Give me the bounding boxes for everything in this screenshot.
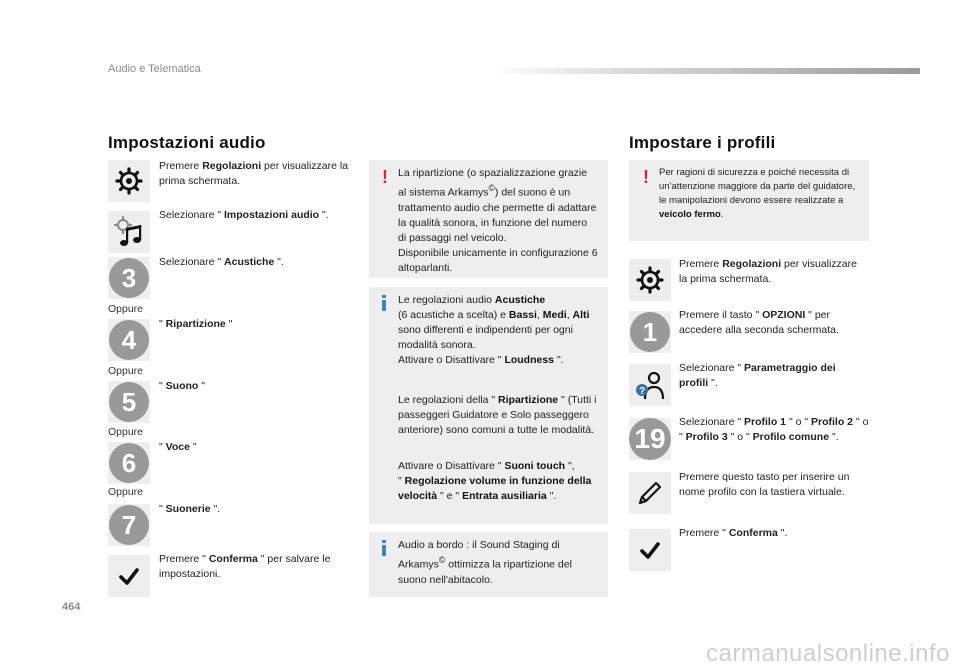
oppure-label: Oppure — [108, 486, 144, 498]
step-number-19: 19 — [629, 418, 671, 460]
header-rule — [488, 68, 920, 74]
step-text: Premere Regolazioni per visualizzare la prima schermata. — [679, 258, 857, 285]
step-text: " Suono " — [159, 380, 205, 392]
step-text: Premere questo tasto per inserire un nome profilo con la tastiera virtuale. — [679, 471, 850, 498]
page-number: 464 — [62, 601, 81, 613]
step-number-4: 4 — [108, 319, 150, 361]
step-text: Selezionare " Acustiche ". — [159, 256, 284, 268]
info-text: Attivare o Disattivare " Suoni touch ", " Regolazione volume in funzione della velocità " e " Entrata ausiliaria ". — [398, 460, 592, 502]
step-text: " Voce " — [159, 441, 197, 453]
step-text: Selezionare " Profilo 1 " o " Profilo 2 " o " Profilo 3 " o " Profilo comune ". — [679, 416, 869, 443]
check-icon — [108, 555, 150, 597]
warning-box-ripartizione — [369, 160, 608, 278]
step-number-6: 6 — [108, 442, 150, 484]
gear-music-icon — [108, 211, 150, 253]
pencil-icon — [629, 472, 671, 514]
running-header: Audio e Telematica — [108, 63, 201, 75]
check-icon — [629, 529, 671, 571]
gear-icon — [629, 259, 671, 301]
warning-text: La ripartizione (o spazializzazione grazie al sistema Arkamys©) del suono è un trattamento audio che permette di adattare la qualità sonora, in funzione del numero di passaggi nel veicolo. Disponibile unicamente in configurazione 6 altoparlanti. — [398, 167, 598, 274]
step-text: Premere Regolazioni per visualizzare la prima schermata. — [159, 160, 349, 187]
info-box-sound-staging — [369, 532, 608, 597]
oppure-label: Oppure — [108, 365, 144, 377]
step-text: Selezionare " Parametraggio dei profili ". — [679, 362, 836, 389]
step-number-7: 7 — [108, 504, 150, 546]
warning-box-profili — [629, 160, 869, 241]
info-text: Le regolazioni audio Acustiche (6 acustiche a scelta) e Bassi, Medi, Alti sono differenti e indipendenti per ogni modalità sonora. Attivare o Disattivare " Loudness ". — [398, 294, 590, 366]
info-text: Audio a bordo : il Sound Staging di Arkamys© ottimizza la ripartizione del suono nell'abitacolo. — [398, 539, 572, 586]
info-icon — [382, 540, 386, 554]
gear-icon — [108, 160, 150, 202]
oppure-label: Oppure — [108, 303, 144, 315]
watermark: carmanualsonline.info — [706, 640, 950, 667]
step-text: Premere " Conferma ". — [679, 527, 788, 539]
warning-text: Per ragioni di sicurezza e poiché necessita di un'attenzione maggiore da parte del guidatore, le manipolazioni devono essere realizzate a veicolo fermo. — [659, 167, 856, 220]
info-box-acustiche — [369, 287, 608, 524]
step-number-1: 1 — [629, 311, 671, 353]
step-text: " Suonerie ". — [159, 503, 221, 515]
step-text: " Ripartizione " — [159, 318, 233, 330]
info-text: Le regolazioni della " Ripartizione " (Tutti i passeggeri Guidatore e Solo passeggero anteriore) sono comuni a tutte le modalità. — [398, 394, 597, 436]
section-title-profili: Impostare i profili — [629, 133, 776, 152]
step-number-5: 5 — [108, 381, 150, 423]
profile-question-icon — [629, 364, 671, 406]
step-text: Premere il tasto " OPZIONI " per accedere alla seconda schermata. — [679, 309, 839, 336]
section-title-audio: Impostazioni audio — [108, 133, 266, 152]
warning-icon: ! — [382, 167, 388, 187]
step-text: Selezionare " Impostazioni audio ". — [159, 209, 329, 221]
info-icon — [382, 295, 386, 309]
step-text: Premere " Conferma " per salvare le impostazioni. — [159, 553, 331, 580]
oppure-label: Oppure — [108, 426, 144, 438]
step-number-3: 3 — [108, 257, 150, 299]
warning-icon: ! — [643, 167, 649, 187]
svg-text:?: ? — [638, 386, 646, 397]
